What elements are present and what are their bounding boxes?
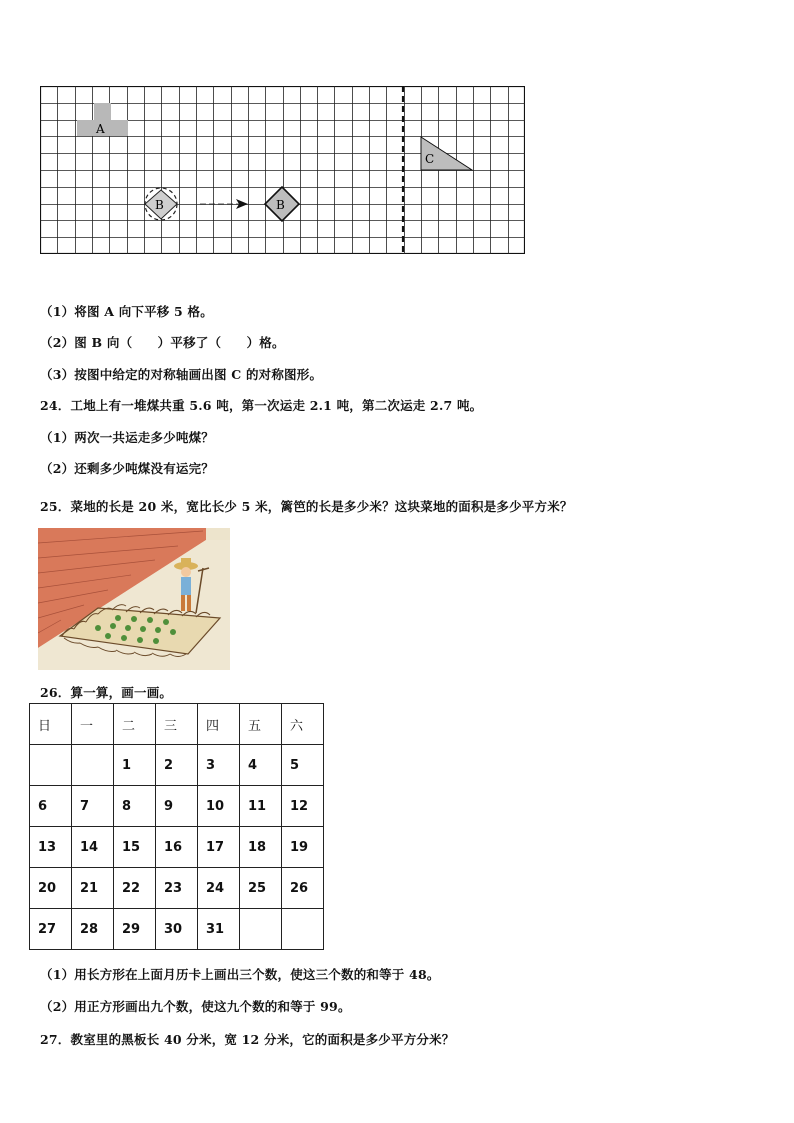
calendar-weekday: 三 bbox=[156, 704, 198, 745]
calendar-day-cell: 10 bbox=[198, 786, 240, 827]
calendar-weekday: 二 bbox=[114, 704, 156, 745]
calendar-day-cell: 3 bbox=[198, 745, 240, 786]
shape-b-label: B bbox=[155, 198, 164, 212]
calendar-day-cell: 17 bbox=[198, 827, 240, 868]
q24-stem: 24．工地上有一堆煤共重 5.6 吨，第一次运走 2.1 吨，第二次运走 2.7 吨。 bbox=[40, 398, 483, 413]
calendar-day-cell: 30 bbox=[156, 909, 198, 950]
q26-sub1: （1）用长方形在上面月历卡上画出三个数，使这三个数的和等于 48。 bbox=[40, 967, 440, 982]
calendar-week-row bbox=[30, 827, 324, 868]
calendar-weekday: 日 bbox=[30, 704, 72, 745]
calendar-day-cell: 7 bbox=[72, 786, 114, 827]
q24-sub2: （2）还剩多少吨煤没有运完？ bbox=[40, 461, 214, 476]
grid-figure-svg bbox=[40, 86, 525, 254]
q25-stem: 25．菜地的长是 20 米，宽比长少 5 米，篱笆的长是多少米？这块菜地的面积是多少平方米？ bbox=[40, 499, 573, 514]
calendar-day-cell bbox=[72, 745, 114, 786]
q24-sub1: （1）两次一共运走多少吨煤？ bbox=[40, 430, 214, 445]
calendar-day-cell: 16 bbox=[156, 827, 198, 868]
calendar-day-cell: 13 bbox=[30, 827, 72, 868]
q23-sub1: （1）将图 A 向下平移 5 格。 bbox=[40, 304, 213, 319]
shape-a-top-cell bbox=[94, 103, 111, 120]
move-arrow bbox=[200, 199, 248, 209]
calendar-day-cell: 5 bbox=[282, 745, 324, 786]
calendar-day-cell: 26 bbox=[282, 868, 324, 909]
shape-a bbox=[77, 103, 128, 136]
calendar-weekday: 五 bbox=[240, 704, 282, 745]
shape-b-moved bbox=[265, 187, 299, 221]
shape-a-label: A bbox=[96, 122, 105, 136]
calendar-day-cell: 8 bbox=[114, 786, 156, 827]
calendar-weekday: 一 bbox=[72, 704, 114, 745]
calendar-day-cell: 6 bbox=[30, 786, 72, 827]
calendar-weekday: 四 bbox=[198, 704, 240, 745]
calendar-day-cell: 11 bbox=[240, 786, 282, 827]
calendar-day-cell: 15 bbox=[114, 827, 156, 868]
calendar-day-cell: 20 bbox=[30, 868, 72, 909]
calendar-day-cell: 14 bbox=[72, 827, 114, 868]
calendar-day-cell: 24 bbox=[198, 868, 240, 909]
calendar-day-cell: 1 bbox=[114, 745, 156, 786]
shape-b-moved-label: B bbox=[276, 198, 285, 212]
calendar-week-row bbox=[30, 745, 324, 786]
calendar-day-cell: 22 bbox=[114, 868, 156, 909]
shape-c-label: C bbox=[425, 152, 435, 166]
calendar-day-cell: 2 bbox=[156, 745, 198, 786]
calendar-header-row bbox=[30, 704, 324, 745]
calendar-day-cell bbox=[30, 745, 72, 786]
q26-stem: 26．算一算，画一画。 bbox=[40, 685, 173, 700]
calendar-day-cell: 4 bbox=[240, 745, 282, 786]
grid-figure bbox=[40, 86, 525, 254]
garden-illustration bbox=[38, 528, 230, 670]
calendar-week-row bbox=[30, 868, 324, 909]
calendar-week-row bbox=[30, 786, 324, 827]
calendar-day-cell: 19 bbox=[282, 827, 324, 868]
q23-sub3: （3）按图中给定的对称轴画出图 C 的对称图形。 bbox=[40, 367, 323, 382]
calendar-day-cell: 9 bbox=[156, 786, 198, 827]
calendar-day-cell: 29 bbox=[114, 909, 156, 950]
calendar-day-cell: 25 bbox=[240, 868, 282, 909]
calendar-day-cell: 12 bbox=[282, 786, 324, 827]
q27-stem: 27．教室里的黑板长 40 分米，宽 12 分米，它的面积是多少平方分米？ bbox=[40, 1032, 455, 1047]
calendar-week-row bbox=[30, 909, 324, 950]
q26-sub2: （2）用正方形画出九个数，使这九个数的和等于 99。 bbox=[40, 999, 351, 1014]
calendar-day-cell: 21 bbox=[72, 868, 114, 909]
calendar-day-cell: 28 bbox=[72, 909, 114, 950]
calendar-day-cell bbox=[240, 909, 282, 950]
calendar-day-cell: 18 bbox=[240, 827, 282, 868]
calendar-table bbox=[29, 703, 324, 950]
calendar-day-cell: 23 bbox=[156, 868, 198, 909]
calendar-day-cell: 31 bbox=[198, 909, 240, 950]
q23-sub2: （2）图 B 向（ ）平移了（ ）格。 bbox=[40, 335, 285, 350]
calendar-day-cell: 27 bbox=[30, 909, 72, 950]
calendar-day-cell bbox=[282, 909, 324, 950]
garden-illustration-svg bbox=[38, 528, 230, 670]
shape-b-original bbox=[145, 188, 177, 220]
calendar-weekday: 六 bbox=[282, 704, 324, 745]
